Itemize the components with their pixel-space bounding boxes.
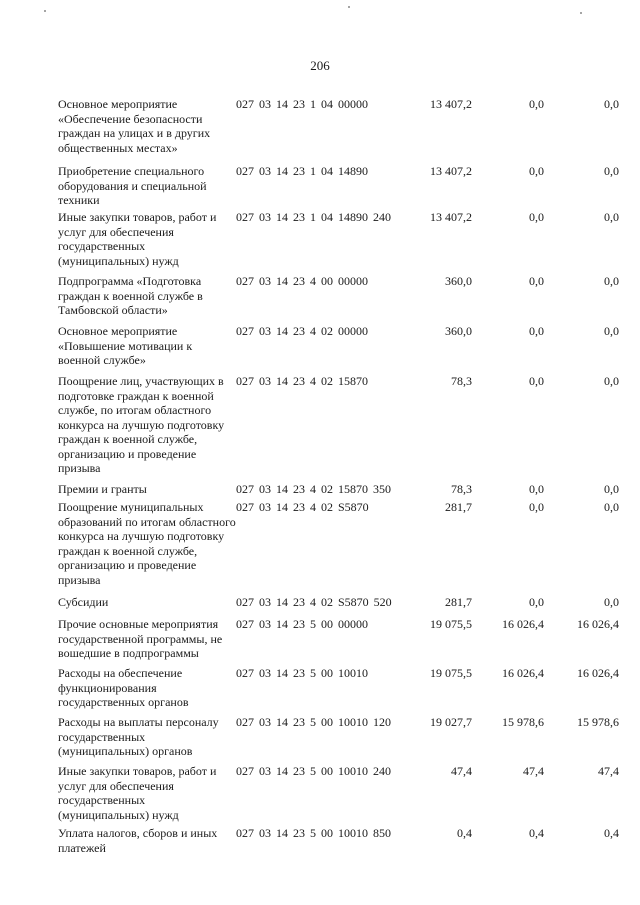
- row-value-1: 19 075,5: [430, 666, 472, 680]
- row-value-3: 0,0: [604, 210, 619, 224]
- row-code: 027 03 14 23 1 04 14890 240: [236, 210, 391, 224]
- row-name: Поощрение муниципальных образований по итогам областного конкурса на лучшую подготовку граждан к военной службе, организацию и проведение призыва: [58, 500, 236, 587]
- row-value-1: 281,7: [445, 595, 472, 609]
- row-name: Поощрение лиц, участвующих в подготовке граждан к военной службе, по итогам областного конкурса на лучшую подготовку граждан к военной службе, организацию и проведение призыва: [58, 374, 225, 475]
- row-value-3: 0,0: [604, 164, 619, 178]
- row-value-1: 281,7: [445, 500, 472, 514]
- row-code: 027 03 14 23 5 00 10010: [236, 666, 368, 680]
- row-code: 027 03 14 23 5 00 10010 240: [236, 764, 391, 778]
- row-code: 027 03 14 23 1 04 14890: [236, 164, 368, 178]
- row-value-2: 0,0: [529, 500, 544, 514]
- row-name: Иные закупки товаров, работ и услуг для обеспечения государственных (муниципальных) нужд: [58, 764, 217, 822]
- row-value-2: 0,0: [529, 595, 544, 609]
- row-name: Премии и гранты: [58, 482, 147, 496]
- row-code: 027 03 14 23 5 00 10010 850: [236, 826, 391, 840]
- row-value-1: 0,4: [457, 826, 472, 840]
- row-value-1: 78,3: [451, 374, 472, 388]
- row-code: 027 03 14 23 4 00 00000: [236, 274, 368, 288]
- row-value-2: 0,0: [529, 482, 544, 496]
- row-value-2: 0,0: [529, 210, 544, 224]
- row-value-2: 0,0: [529, 274, 544, 288]
- row-value-3: 0,0: [604, 374, 619, 388]
- row-value-2: 47,4: [523, 764, 544, 778]
- row-code: 027 03 14 23 4 02 15870: [236, 374, 368, 388]
- row-value-1: 13 407,2: [430, 164, 472, 178]
- row-value-3: 0,4: [604, 826, 619, 840]
- row-value-3: 0,0: [604, 97, 619, 111]
- row-name: Прочие основные мероприятия государственной программы, не вошедшие в подпрограммы: [58, 617, 223, 660]
- row-value-1: 19 027,7: [430, 715, 472, 729]
- row-name: Основное мероприятие «Повышение мотивации к военной службе»: [58, 324, 193, 367]
- row-value-2: 0,0: [529, 324, 544, 338]
- row-value-3: 0,0: [604, 500, 619, 514]
- row-name: Расходы на выплаты персоналу государственных (муниципальных) органов: [58, 715, 219, 758]
- row-value-1: 19 075,5: [430, 617, 472, 631]
- row-value-3: 0,0: [604, 274, 619, 288]
- row-value-2: 0,0: [529, 97, 544, 111]
- page-number: 206: [310, 58, 330, 73]
- row-name: Основное мероприятие «Обеспечение безопасности граждан на улицах и в других общественных местах»: [58, 97, 211, 155]
- row-name: Уплата налогов, сборов и иных платежей: [58, 826, 218, 855]
- row-value-3: 16 026,4: [577, 666, 619, 680]
- row-value-2: 0,0: [529, 164, 544, 178]
- row-value-3: 0,0: [604, 324, 619, 338]
- row-code: 027 03 14 23 5 00 00000: [236, 617, 368, 631]
- row-value-3: 15 978,6: [577, 715, 619, 729]
- row-value-1: 360,0: [445, 324, 472, 338]
- row-name: Приобретение специального оборудования и специальной техники: [58, 164, 207, 207]
- row-value-1: 13 407,2: [430, 97, 472, 111]
- row-name: Иные закупки товаров, работ и услуг для обеспечения государственных (муниципальных) нужд: [58, 210, 217, 268]
- row-value-1: 78,3: [451, 482, 472, 496]
- row-name: Субсидии: [58, 595, 109, 609]
- row-code: 027 03 14 23 1 04 00000: [236, 97, 368, 111]
- row-value-1: 47,4: [451, 764, 472, 778]
- row-value-2: 0,0: [529, 374, 544, 388]
- row-value-1: 13 407,2: [430, 210, 472, 224]
- row-value-1: 360,0: [445, 274, 472, 288]
- row-code: 027 03 14 23 5 00 10010 120: [236, 715, 391, 729]
- row-code: 027 03 14 23 4 02 00000: [236, 324, 368, 338]
- row-value-2: 15 978,6: [502, 715, 544, 729]
- row-value-2: 16 026,4: [502, 617, 544, 631]
- row-name: Расходы на обеспечение функционирования государственных органов: [58, 666, 189, 709]
- row-name: Подпрограмма «Подготовка граждан к военной службе в Тамбовской области»: [58, 274, 203, 317]
- row-value-3: 0,0: [604, 595, 619, 609]
- row-code: 027 03 14 23 4 02 S5870 520: [236, 595, 392, 609]
- row-value-3: 0,0: [604, 482, 619, 496]
- row-code: 027 03 14 23 4 02 S5870: [236, 500, 369, 514]
- row-value-2: 0,4: [529, 826, 544, 840]
- row-value-2: 16 026,4: [502, 666, 544, 680]
- row-code: 027 03 14 23 4 02 15870 350: [236, 482, 391, 496]
- row-value-3: 47,4: [598, 764, 619, 778]
- row-value-3: 16 026,4: [577, 617, 619, 631]
